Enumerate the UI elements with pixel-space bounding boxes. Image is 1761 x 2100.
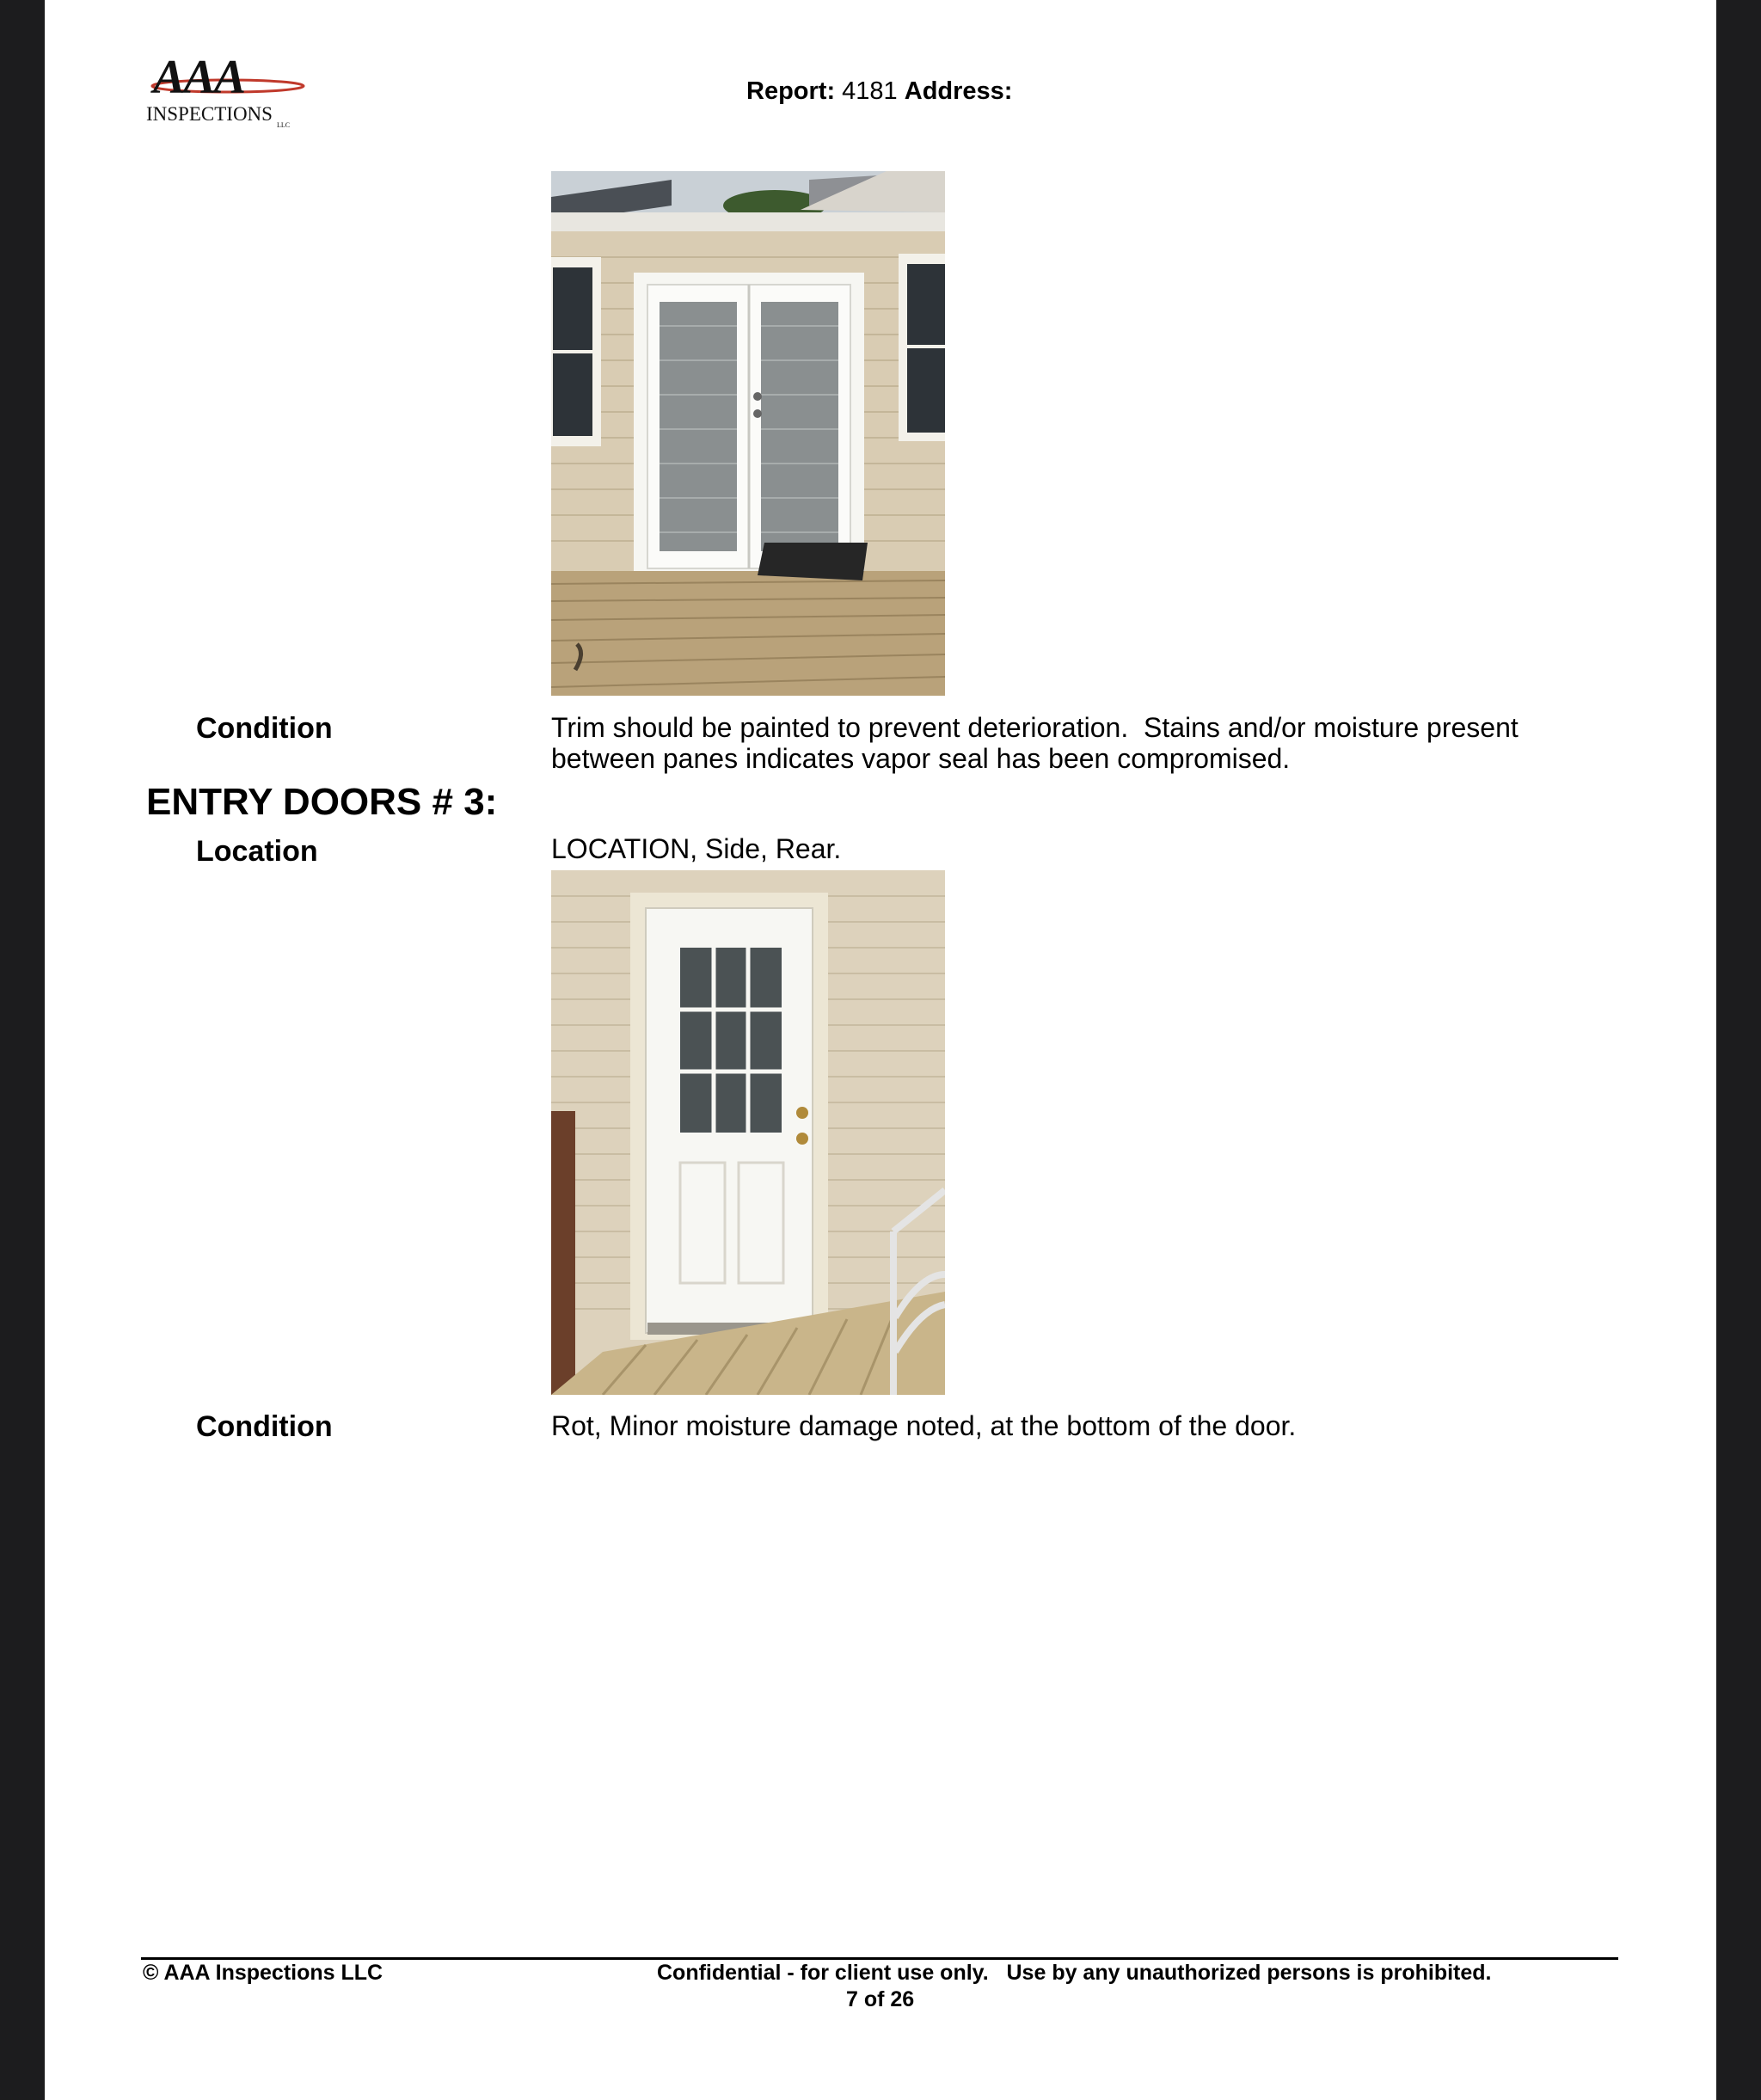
logo-llc: LLC [277,121,291,129]
condition-text-doors-2 [551,712,1583,774]
condition-text-doors-3: Rot, Minor moisture damage noted, at the bottom of the door. [551,1410,1297,1441]
report-number: 4181 [842,77,898,105]
condition-label-doors-3: Condition [196,1410,333,1443]
company-logo [146,50,310,132]
condition-text-line-2: between panes indicates vapor seal has been compromised. [551,743,1291,774]
report-header [746,77,1012,106]
page-number: 7 of 26 [846,1987,915,2011]
section-heading-entry-doors-3: ENTRY DOORS # 3: [146,781,498,823]
footer-divider [141,1957,1618,1960]
french-door-photo [551,171,945,696]
condition-text-line-1: Trim should be painted to prevent deterioration. Stains and/or moisture present [551,712,1519,743]
address-label: Address: [904,77,1013,105]
logo-mark: AAA [153,51,245,104]
logo-subtitle: INSPECTIONS [146,103,273,125]
report-page [45,0,1716,2100]
location-text: LOCATION, Side, Rear. [551,833,842,864]
footer-copyright: © AAA Inspections LLC [143,1961,383,1985]
location-label: Location [196,835,318,868]
condition-label-doors-2: Condition [196,712,333,745]
rear-door-photo [551,870,945,1395]
report-label: Report: [746,77,836,105]
footer-confidential-notice: Confidential - for client use only. Use by any unauthorized persons is prohibited. [657,1961,1492,1985]
